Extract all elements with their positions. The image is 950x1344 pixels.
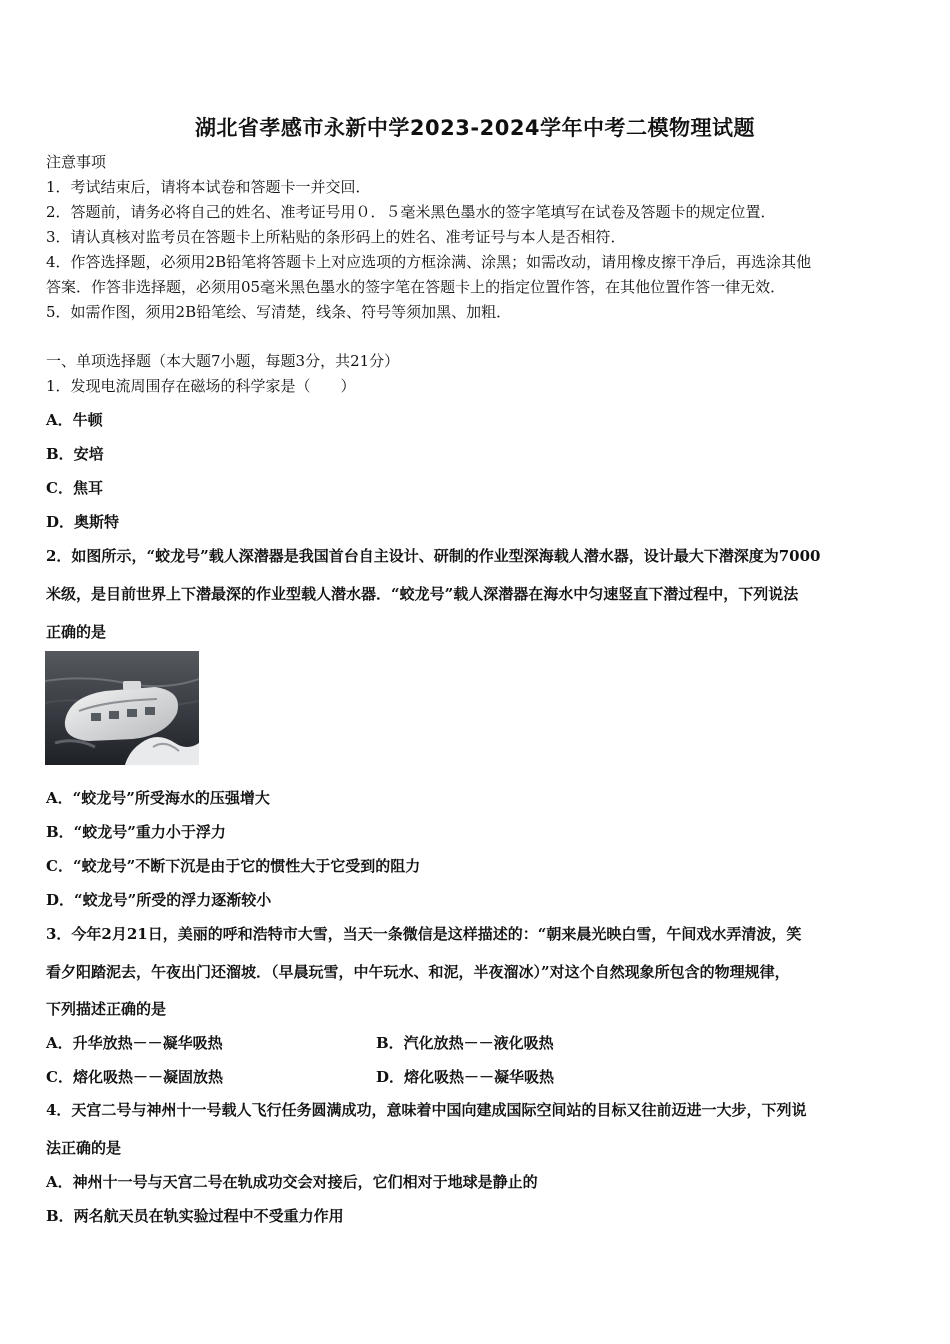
- notice-item: 2．答题前，请务必将自己的姓名、准考证号用０．５毫米黑色墨水的签字笔填写在试卷及答题卡的规定位置．: [46, 203, 776, 221]
- q4-option-b: B．两名航天员在轨实验过程中不受重力作用: [46, 1207, 344, 1225]
- notice-item: 答案．作答非选择题，必须用05毫米黑色墨水的签字笔在答题卡上的指定位置作答，在其他位置作答一律无效．: [46, 278, 786, 296]
- q2-option-a: A．“蛟龙号”所受海水的压强增大: [46, 789, 270, 807]
- q1-option-b: B．安培: [46, 445, 104, 463]
- submersible-illustration: [45, 651, 199, 765]
- q3-option-a: A．升华放热－－凝华吸热: [46, 1034, 223, 1052]
- section-heading: 一、单项选择题（本大题7小题，每题3分，共21分）: [46, 352, 400, 370]
- q3-option-b: B．汽化放热－－液化吸热: [376, 1034, 554, 1052]
- question-3-stem: 3．今年2月21日，美丽的呼和浩特市大雪，当天一条微信是这样描述的：“朝来晨光映白雪，午间戏水弄清波，笑: [46, 925, 802, 943]
- notice-item: 5．如需作图，须用2B铅笔绘、写清楚，线条、符号等须加黑、加粗．: [46, 303, 512, 321]
- question-3-stem: 下列描述正确的是: [46, 1000, 167, 1018]
- question-4-stem: 4．天宫二号与神州十一号载人飞行任务圆满成功，意味着中国向建成国际空间站的目标又往前迈进一大步，下列说: [46, 1101, 807, 1119]
- q1-option-a: A．牛顿: [46, 411, 103, 429]
- page-title: 湖北省孝感市永新中学2023-2024学年中考二模物理试题: [194, 116, 756, 140]
- question-2-stem: 2．如图所示，“蛟龙号”载人深潜器是我国首台自主设计、研制的作业型深海载人潜水器，设计最大下潜深度为7000: [46, 547, 821, 565]
- q2-option-d: D．“蛟龙号”所受的浮力逐渐较小: [46, 891, 272, 909]
- submersible-photo: [45, 651, 199, 765]
- notice-heading: 注意事项: [46, 153, 107, 171]
- q1-option-c: C．焦耳: [46, 479, 103, 497]
- q4-option-a: A．神州十一号与天宫二号在轨成功交会对接后，它们相对于地球是静止的: [46, 1173, 538, 1191]
- question-4-stem: 法正确的是: [46, 1139, 122, 1157]
- notice-item: 1．考试结束后，请将本试卷和答题卡一并交回．: [46, 178, 371, 196]
- q1-option-d: D．奥斯特: [46, 513, 120, 531]
- q2-option-c: C．“蛟龙号”不断下沉是由于它的惯性大于它受到的阻力: [46, 857, 421, 875]
- question-1-stem: 1．发现电流周围存在磁场的科学家是（ ）: [46, 377, 356, 395]
- question-2-stem: 正确的是: [46, 623, 107, 641]
- q2-option-b: B．“蛟龙号”重力小于浮力: [46, 823, 226, 841]
- q3-option-c: C．熔化吸热－－凝固放热: [46, 1068, 223, 1086]
- q3-option-d: D．熔化吸热－－凝华吸热: [376, 1068, 555, 1086]
- notice-item: 3．请认真核对监考员在答题卡上所粘贴的条形码上的姓名、准考证号与本人是否相符．: [46, 228, 626, 246]
- question-2-stem: 米级，是目前世界上下潜最深的作业型载人潜水器．“蛟龙号”载人深潜器在海水中匀速竖直下潜过程中，下列说法: [46, 585, 799, 603]
- question-3-stem: 看夕阳踏泥去，午夜出门还溜坡．（早晨玩雪，中午玩水、和泥，半夜溜冰）”对这个自然现象所包含的物理规律，: [46, 963, 790, 981]
- notice-item: 4．作答选择题，必须用2B铅笔将答题卡上对应选项的方框涂满、涂黑；如需改动，请用橡皮擦干净后，再选涂其他: [46, 253, 812, 271]
